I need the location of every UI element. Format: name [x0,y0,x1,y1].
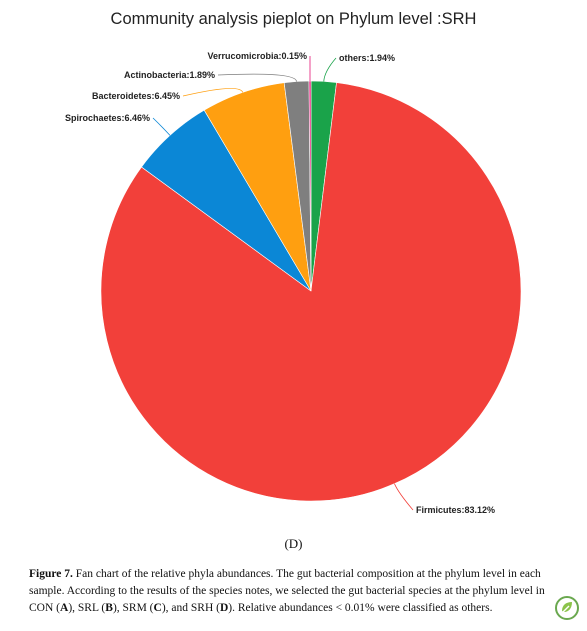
caption-letter-c: C [153,602,162,614]
leader-line-others [324,58,336,81]
caption-text-2: ), SRL ( [68,602,106,614]
figure-caption [29,566,554,617]
caption-text-1: Fan chart of the relative phyla abundances. The gut bacterial composition at the phylum level in each sample. According to the results of the species notes, we selected the gut bacterial species at the phylum level in CON ( [29,568,545,614]
panel-letter: (D) [284,536,303,551]
leader-line-actinobacteria [218,74,297,81]
leader-line-firmicutes [394,484,413,510]
caption-letter-d: D [219,602,229,614]
caption-letter-b: B [105,602,113,614]
slice-label-verrucomicrobia: Verrucomicrobia:0.15% [207,51,307,61]
leader-line-spirochaetes [153,118,170,135]
slice-label-actinobacteria: Actinobacteria:1.89% [123,70,215,80]
caption-letter-a: A [60,602,69,614]
slice-label-firmicutes: Firmicutes:83.12% [416,505,496,515]
slice-label-others: others:1.94% [339,53,396,63]
caption-text-4: ), and SRH ( [161,602,220,614]
caption-text-3: ), SRM ( [112,602,154,614]
slice-label-bacteroidetes: Bacteroidetes:6.45% [91,91,180,101]
green-leaf-check-badge-icon[interactable] [555,596,579,620]
chart-title: Community analysis pieplot on Phylum level :SRH [110,10,477,28]
caption-text-5: ). Relative abundances < 0.01% were classified as others. [228,602,493,614]
slice-label-spirochaetes: Spirochaetes:6.46% [64,113,150,123]
leader-line-bacteroidetes [183,88,243,96]
figure-label: Figure 7. [29,568,73,580]
